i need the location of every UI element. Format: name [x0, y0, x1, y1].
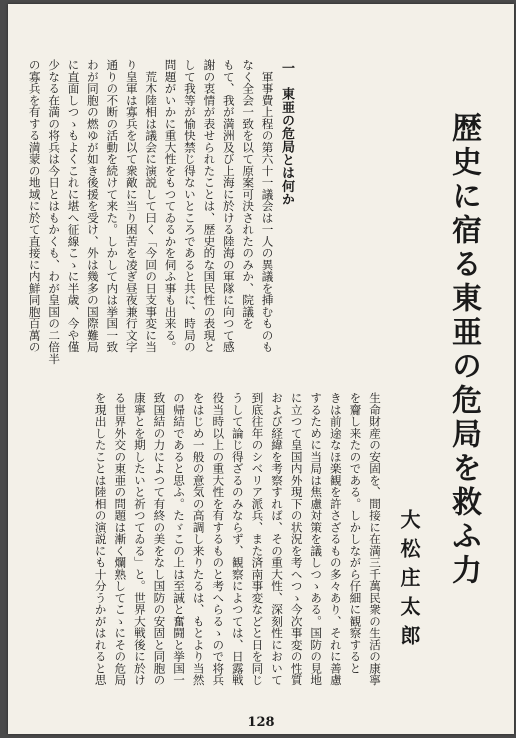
author-name: 大松庄太郎: [397, 509, 421, 654]
text-column: 役当時以上の重大性を有するものと考へらるゝので将兵: [211, 392, 226, 686]
text-column: 軍事費上程の第六十一議会は一人の異議を挿むものも: [260, 59, 275, 353]
text-column: の寡兵を有する満蒙の地域に於て直接に内鮮同胞百萬の: [27, 59, 42, 353]
text-column: わが同胞の燃ゆが如き後援を受け、外は幾多の国際難局: [85, 59, 100, 353]
text-column: なく全会一致を以て原案可決されたのみか、院議を: [241, 59, 256, 330]
text-column: 謝の衷情が表せられたことは、歴史的な国民性の表現と: [202, 59, 217, 353]
text-column: に立つて皇国内外現下の状況を考へつゝ今次事変の性質: [289, 392, 304, 686]
text-column: うして論じ得ざるのみならず、観察によつては、日露戦: [230, 392, 245, 686]
text-column: 生命財産の安固を、間接に在満三千萬民衆の生活の康寧: [368, 392, 382, 686]
text-column: および経緯を考察すれば、その重大性、深刻性において: [270, 392, 285, 686]
text-column: 致国結の力によつて有終の美をなし国防の安固と同胞の: [152, 392, 167, 686]
lower-text-block: [26, 392, 384, 702]
text-column: に直面しつゝもよくこれに堪へ征線こゝに半歳、今や僅: [66, 59, 81, 353]
book-page: [8, 4, 514, 734]
article-title: 歴史に宿る東亜の危局を救ふ力: [446, 112, 481, 588]
text-column: 通りの不断の活動を続けて来た。しかして内は挙国一致: [105, 59, 120, 353]
text-column: して我等が愉快禁じ得ないところであると共に、時局の: [182, 59, 197, 353]
page-number: 128: [247, 715, 275, 730]
text-column: もて、我が満洲及び上海に於ける陸海の軍隊に向つて感: [221, 59, 236, 353]
text-column: をはじめ一般の意気の高調し来りたるは、もとより当然: [191, 392, 206, 686]
text-column: り皇軍は寡兵を以て衆敵に当り困苦を凌ぎ昼夜兼行文字: [124, 59, 139, 353]
text-column: 荒木陸相は議会に演説して曰く「今回の日支事変に当: [144, 59, 159, 353]
text-column: る世界外交の東亜の問題は漸く爛熟してこゝにその危局: [113, 392, 128, 686]
text-column: 到底往年のシベリア派兵、また済南事変などと日を同じ: [250, 392, 265, 686]
upper-text-block: [26, 59, 296, 365]
text-column: を現出したことは陸相の演説にも十分うかがはれると思: [93, 392, 108, 686]
text-column: するために当局は焦慮対策を議しつゝある。国防の見地: [309, 392, 324, 686]
text-column: きは前途なほ楽観を許さざるもの多々あり、それに善慮: [328, 392, 343, 686]
text-column: の帰結であると思ふ。たゞこの上は至誠と奮闘と挙国一: [172, 392, 187, 686]
text-column: 康寧とを期したいと祈つてゐる」と。世界大戦後に於け: [132, 392, 147, 686]
text-column: 問題がいかに重大性をもつてゐるかを伺ふ事も出来る。: [163, 59, 178, 353]
text-column: 少なる在満の将兵は今日とはもかくも、わが皇国の二倍半: [47, 59, 62, 365]
text-column: を齎し来たのである。しかしながら仔細に観察すると: [348, 392, 363, 674]
section-heading: 一 東亜の危局とは何か: [279, 61, 294, 206]
